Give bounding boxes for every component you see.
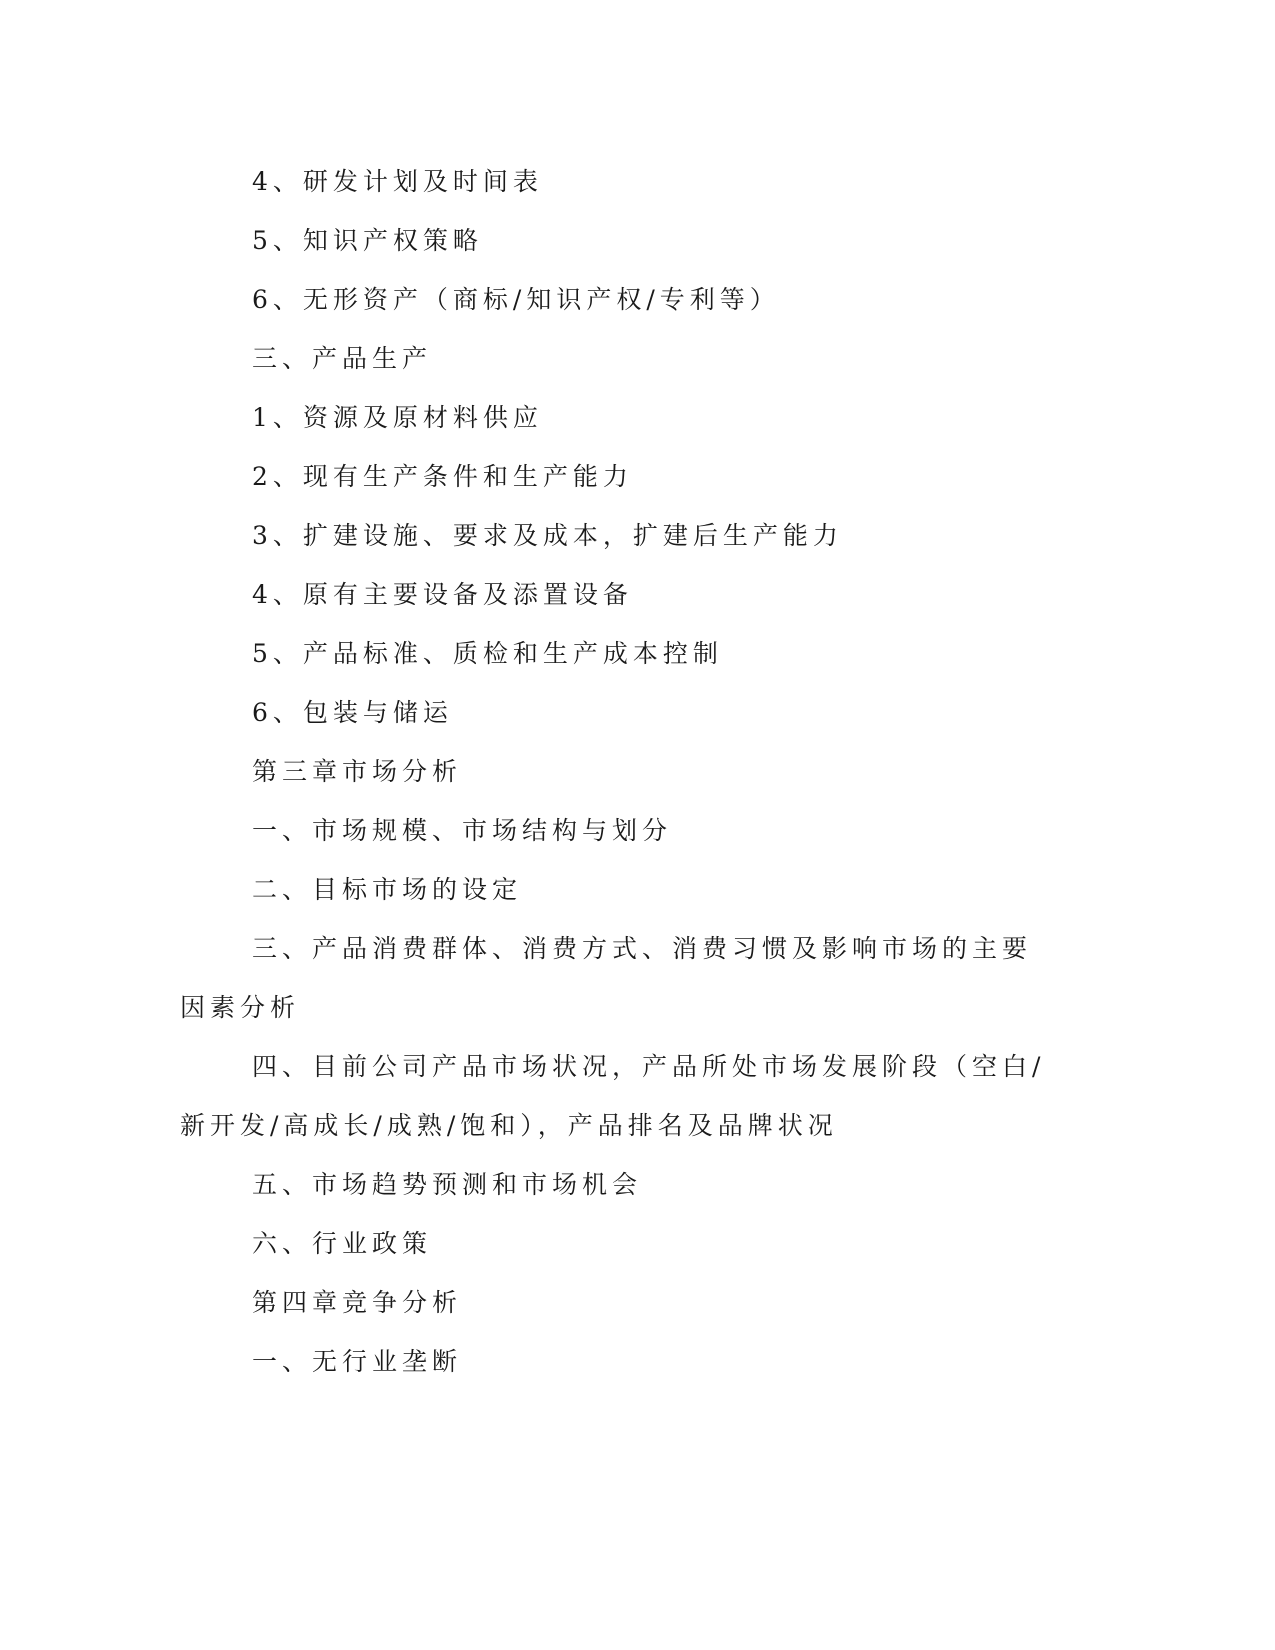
item-production-capacity: 2、现有生产条件和生产能力: [252, 462, 633, 491]
item-market-size: 一、市场规模、市场结构与划分: [252, 816, 673, 845]
item-packaging: 6、包装与储运: [252, 698, 453, 727]
item-consumer-analysis: 三、产品消费群体、消费方式、消费习惯及影响市场的主要因素分析: [180, 934, 1033, 1022]
item-raw-materials: 1、资源及原材料供应: [252, 403, 543, 432]
chapter-competition-analysis: 第四章竞争分析: [252, 1288, 463, 1317]
item-rd-plan: 4、研发计划及时间表: [252, 167, 543, 196]
item-market-trends: 五、市场趋势预测和市场机会: [252, 1170, 643, 1199]
section-production: 三、产品生产: [252, 344, 433, 373]
item-quality-control: 5、产品标准、质检和生产成本控制: [252, 639, 723, 668]
item-expansion: 3、扩建设施、要求及成本，扩建后生产能力: [252, 521, 843, 550]
item-no-monopoly: 一、无行业垄断: [252, 1347, 463, 1376]
item-intangible-assets: 6、无形资产（商标/知识产权/专利等）: [252, 285, 780, 314]
chapter-market-analysis: 第三章市场分析: [252, 757, 463, 786]
item-market-status: 四、目前公司产品市场状况，产品所处市场发展阶段（空白/新开发/高成长/成熟/饱和），产品排名及品牌状况: [180, 1052, 1046, 1140]
item-equipment: 4、原有主要设备及添置设备: [252, 580, 633, 609]
item-target-market: 二、目标市场的设定: [252, 875, 523, 904]
item-ip-strategy: 5、知识产权策略: [252, 226, 483, 255]
item-industry-policy: 六、行业政策: [252, 1229, 433, 1258]
document-body: [180, 152, 1060, 1391]
